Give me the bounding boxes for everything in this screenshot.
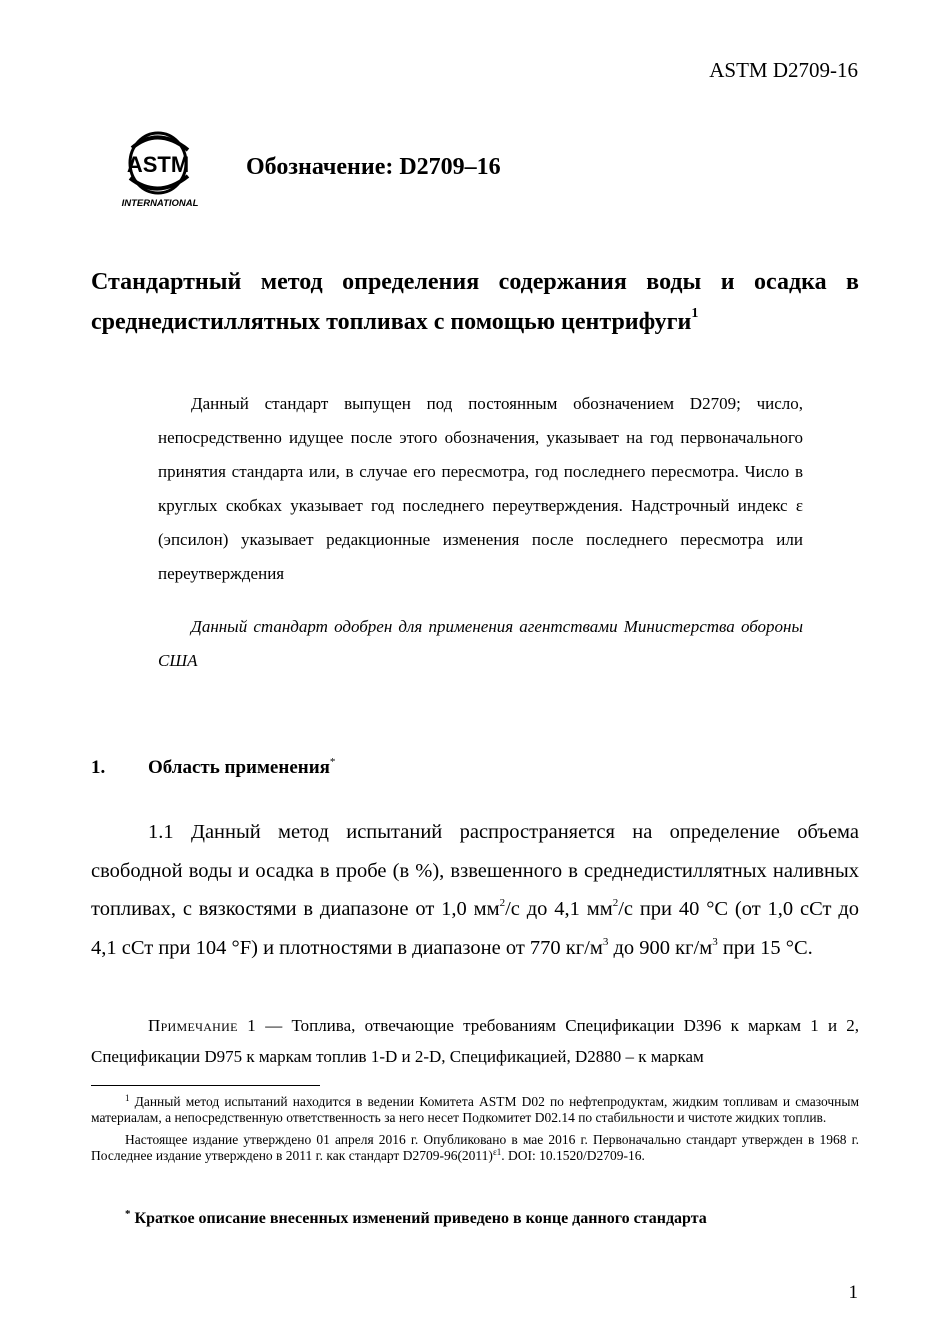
section-number: 1. [91, 757, 106, 778]
para-text-part: до 900 кг/м [608, 936, 713, 959]
astm-logo [118, 128, 204, 210]
logo-caption: INTERNATIONAL [121, 198, 199, 209]
document-code: ASTM D2709-16 [709, 58, 858, 82]
superscript: 2 [499, 897, 506, 909]
preamble-text: Данный стандарт выпущен под постоянным обозначением D2709; число, непосредственно идущее после этого обозначения, указывает на год первоначального принятия стандарта или, в случае его пересмотра, год последнего пересмотра. Число в круглых скобках указывает год последнего переутверждения. Надстрочный индекс ε (эпсилон) указывает редакционные изменения после последнего пересмотра или переутверждения [158, 394, 803, 583]
footnote-edition [91, 1132, 859, 1164]
footnotes [91, 1094, 859, 1170]
para-text-part: 1.1 Данный метод испытаний распространяется на определение объема свободной воды и осадка в пробе (в %), взвешенного в среднедистиллятных наливных топливах, с вязкостями в диапазоне от 1,0 мм [91, 821, 859, 920]
superscript: 3 [712, 935, 718, 948]
superscript: 2 [612, 897, 619, 909]
title-text: Стандартный метод определения содержания воды и осадка в среднедистиллятных топливах с помощью центрифуги [91, 269, 859, 335]
footnote-superscript: ε1 [492, 1147, 502, 1157]
section-heading-mark: * [329, 756, 336, 768]
footnote-divider [91, 1085, 320, 1086]
para-text-part: /с при 40 °C (от 1,0 сСт до 4,1 сСт при 104 °F) и плотностями в диапазоне от 770 кг/м [91, 898, 860, 959]
footnote-star-text: Краткое описание внесенных изменений приведено в конце данного стандарта [130, 1210, 707, 1227]
designation-heading: Обозначение: D2709–16 [246, 154, 501, 180]
dod-approval-note: Данный стандарт одобрен для применения агентствами Министерства обороны США [158, 617, 803, 670]
changes-summary-footnote [125, 1210, 707, 1228]
note-label: Примечание 1 [148, 1016, 257, 1035]
page-number: 1 [848, 1282, 858, 1303]
superscript: 3 [602, 935, 609, 948]
section-1-heading [91, 757, 335, 779]
para-text-part: /с до 4,1 мм [505, 898, 613, 920]
footnote-mark: 1 [125, 1093, 130, 1103]
footnote-text: Настоящее издание утверждено 01 апреля 2016 г. Опубликовано в мае 2016 г. Первоначально стандарт утвержден в 1968 г. Последнее издание утверждено в 2011 г. как стандарт D2709-96(2011) [91, 1132, 859, 1163]
note-text: — Топлива, отвечающие требованиям Спецификации D396 к маркам 1 и 2, Спецификации D975 к маркам топлив 1-D и 2-D, Спецификацией, D2880 – к маркам [91, 1016, 860, 1066]
title-footnote-mark: 1 [691, 306, 699, 321]
paragraph-1-1 [91, 813, 859, 967]
logo-mark-text: ASTM [126, 152, 190, 177]
footnote-1 [91, 1094, 859, 1126]
note-1 [91, 1010, 859, 1072]
preamble [158, 387, 803, 591]
para-text-part: при 15 °C. [717, 936, 813, 959]
footnote-text: Данный метод испытаний находится в ведении Комитета ASTM D02 по нефтепродуктам, жидким топливам и смазочным материалам, а непосредственную ответственность за него несет Подкомитет D02.14 по стабильности и чистоте жидких топлив. [91, 1094, 859, 1125]
section-title: Область применения [148, 757, 330, 778]
footnote-text: . DOI: 10.1520/D2709-16. [501, 1148, 645, 1163]
document-title [91, 262, 859, 342]
footnote-star-mark: * [125, 1208, 131, 1220]
